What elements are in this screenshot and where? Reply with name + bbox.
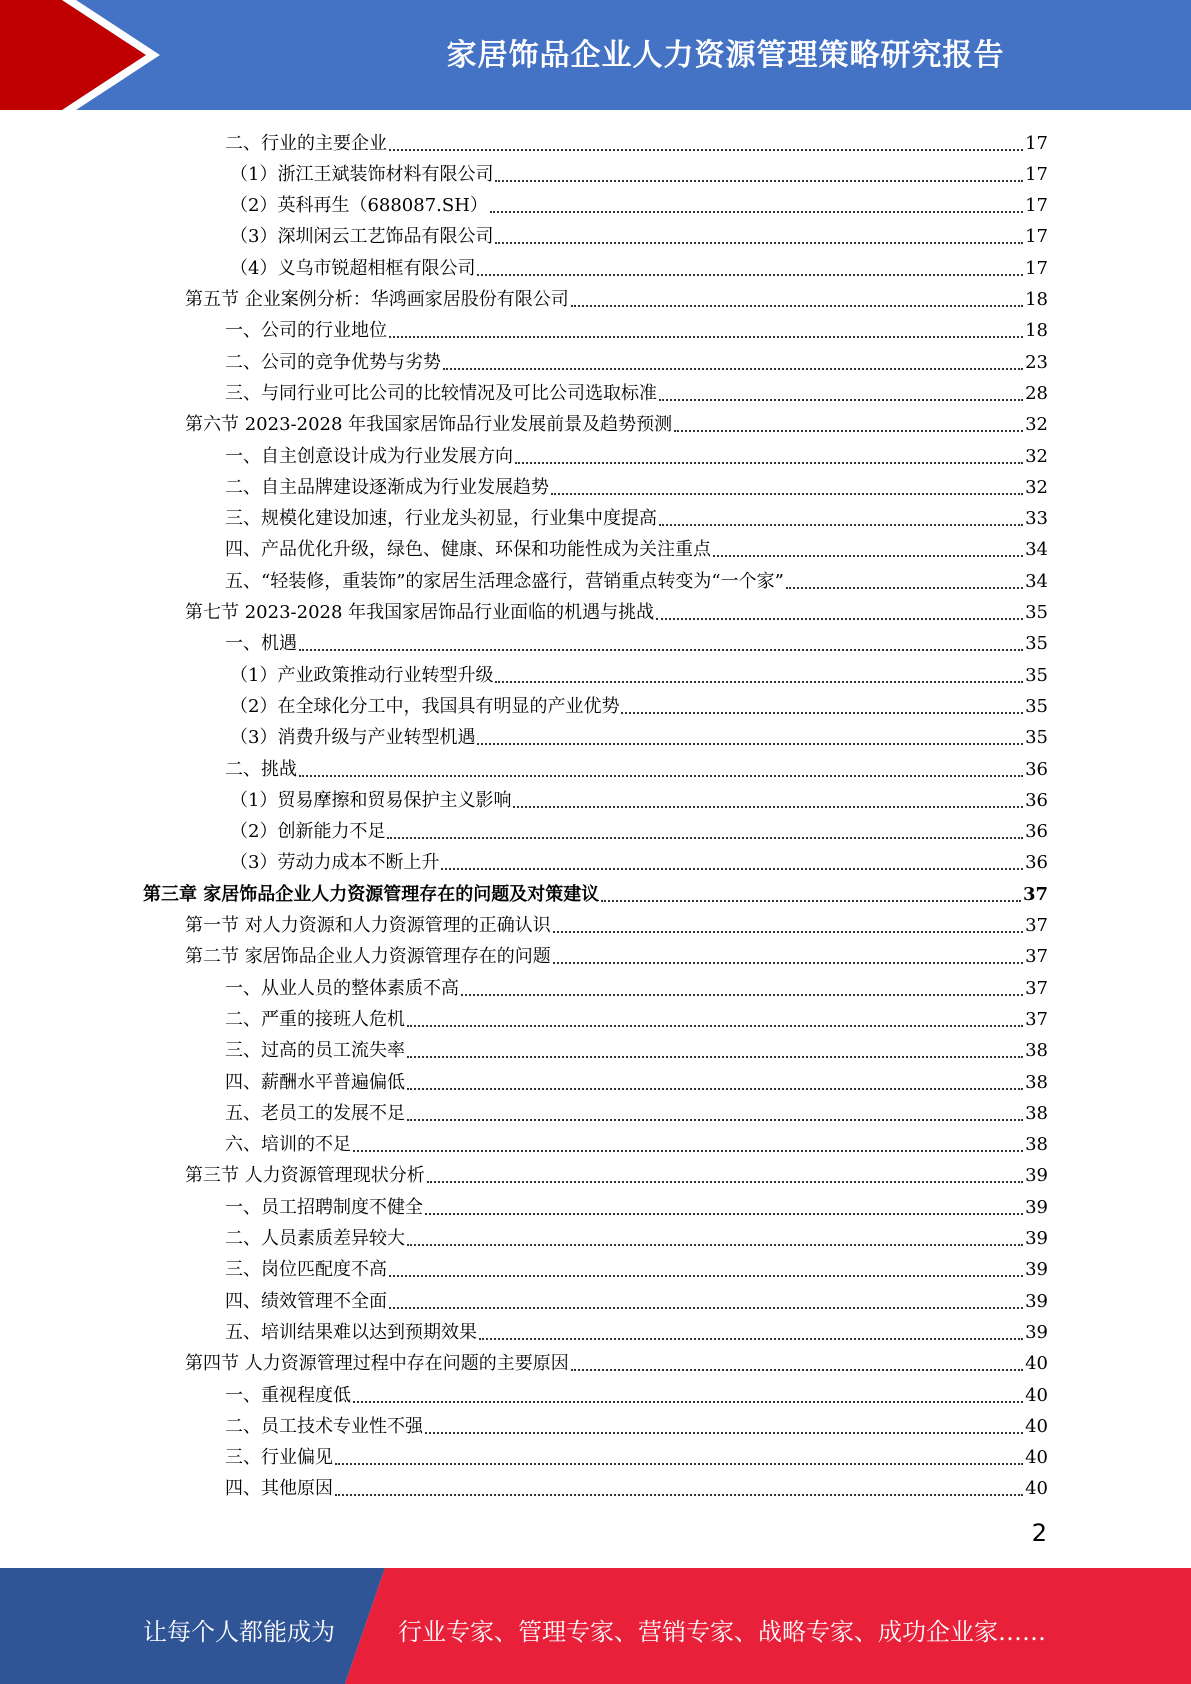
toc-entry-title: 一、机遇 xyxy=(225,633,297,655)
toc-entry-title: （1）产业政策推动行业转型升级 xyxy=(230,664,494,686)
toc-entry-page: 39 xyxy=(1025,1196,1048,1218)
toc-entry[interactable] xyxy=(0,723,1191,754)
toc-dot-leader xyxy=(659,524,1023,526)
toc-entry[interactable] xyxy=(0,691,1191,722)
toc-entry[interactable] xyxy=(0,191,1191,222)
toc-entry-title: 二、人员素质差异较大 xyxy=(225,1228,405,1249)
toc-entry-page: 39 xyxy=(1025,1259,1048,1281)
toc-entry-title: （4）义乌市锐超相框有限公司 xyxy=(230,257,476,279)
toc-entry[interactable] xyxy=(0,253,1191,284)
toc-entry[interactable] xyxy=(0,817,1191,848)
toc-dot-leader xyxy=(299,649,1023,651)
toc-entry[interactable] xyxy=(0,1161,1191,1192)
toc-entry-title: 第四节 人力资源管理过程中存在问题的主要原因 xyxy=(185,1353,569,1375)
toc-dot-leader xyxy=(495,242,1023,244)
toc-entry-title: 第三章 家居饰品企业人力资源管理存在的问题及对策建议 xyxy=(143,883,600,905)
toc-entry-page: 37 xyxy=(1025,946,1048,968)
toc-entry[interactable] xyxy=(0,1036,1191,1067)
toc-entry-page: 37 xyxy=(1025,977,1048,999)
toc-entry-page: 40 xyxy=(1025,1384,1048,1406)
toc-entry-page: 40 xyxy=(1025,1478,1048,1500)
toc-dot-leader xyxy=(389,1275,1023,1277)
toc-entry-title: 三、行业偏见 xyxy=(225,1447,333,1469)
toc-entry-title: 三、过高的员工流失率 xyxy=(225,1040,405,1062)
toc-entry[interactable] xyxy=(0,1224,1191,1255)
toc-dot-leader xyxy=(425,1213,1023,1215)
toc-dot-leader xyxy=(515,462,1023,464)
toc-entry[interactable] xyxy=(0,1192,1191,1223)
toc-dot-leader xyxy=(713,555,1023,557)
toc-entry-title: （3）消费升级与产业转型机遇 xyxy=(230,727,476,749)
toc-entry[interactable] xyxy=(0,1474,1191,1505)
page-number: 2 xyxy=(1031,1519,1047,1547)
toc-entry-title: 三、规模化建设加速，行业龙头初显，行业集中度提高 xyxy=(225,508,657,530)
toc-dot-leader xyxy=(477,274,1023,276)
toc-entry-title: （1）贸易摩擦和贸易保护主义影响 xyxy=(230,789,512,811)
toc-dot-leader xyxy=(335,1463,1023,1465)
toc-entry-title: 二、自主品牌建设逐渐成为行业发展趋势 xyxy=(225,476,549,498)
toc-entry-page: 17 xyxy=(1025,195,1048,217)
toc-dot-leader xyxy=(553,931,1023,933)
toc-entry-title: （3）劳动力成本不断上升 xyxy=(230,852,440,874)
toc-dot-leader xyxy=(299,775,1023,777)
toc-entry[interactable] xyxy=(0,222,1191,253)
toc-entry-page: 38 xyxy=(1025,1134,1048,1156)
toc-dot-leader xyxy=(553,962,1023,964)
toc-dot-leader xyxy=(477,743,1023,745)
toc-dot-leader xyxy=(407,1119,1023,1121)
toc-dot-leader xyxy=(441,868,1023,870)
toc-entry-page: 17 xyxy=(1025,132,1048,154)
toc-entry-page: 39 xyxy=(1025,1228,1048,1249)
toc-entry-page: 32 xyxy=(1025,445,1048,467)
toc-dot-leader xyxy=(601,900,1021,902)
toc-dot-leader xyxy=(551,493,1023,495)
toc-entry[interactable] xyxy=(0,1130,1191,1161)
toc-entry-page: 34 xyxy=(1025,570,1048,592)
toc-entry[interactable] xyxy=(0,316,1191,347)
toc-entry-title: 二、行业的主要企业 xyxy=(225,132,387,154)
toc-entry[interactable] xyxy=(0,128,1191,159)
toc-dot-leader xyxy=(389,1307,1023,1309)
toc-dot-leader xyxy=(656,618,1023,620)
toc-dot-leader xyxy=(353,1150,1023,1152)
report-title: 家居饰品企业人力资源管理策略研究报告 xyxy=(446,38,1005,73)
toc-entry[interactable] xyxy=(0,1004,1191,1035)
toc-entry-page: 38 xyxy=(1025,1102,1048,1124)
page-footer xyxy=(0,1568,1191,1684)
toc-entry-title: 二、严重的接班人危机 xyxy=(225,1008,405,1030)
toc-entry-title: 五、“轻装修，重装饰”的家居生活理念盛行，营销重点转变为“一个家” xyxy=(225,570,784,592)
toc-entry[interactable] xyxy=(0,629,1191,660)
toc-entry-title: 第五节 企业案例分析：华鸿画家居股份有限公司 xyxy=(185,289,569,310)
toc-entry-page: 36 xyxy=(1025,758,1048,780)
toc-entry[interactable] xyxy=(0,754,1191,785)
toc-entry[interactable] xyxy=(0,879,1191,910)
toc-entry-page: 40 xyxy=(1025,1353,1048,1375)
footer-slogan-left: 让每个人都能成为 xyxy=(143,1618,335,1646)
toc-entry-title: 一、自主创意设计成为行业发展方向 xyxy=(225,445,513,467)
toc-entry-page: 17 xyxy=(1025,163,1048,185)
toc-dot-leader xyxy=(495,681,1023,683)
toc-dot-leader xyxy=(353,1401,1023,1403)
toc-entry-title: 四、薪酬水平普遍偏低 xyxy=(225,1071,405,1093)
toc-entry-title: 一、重视程度低 xyxy=(225,1384,351,1406)
toc-entry-page: 35 xyxy=(1025,695,1048,717)
toc-entry-title: （2）英科再生（688087.SH） xyxy=(230,195,488,217)
toc-dot-leader xyxy=(571,305,1023,307)
toc-entry-title: 五、培训结果难以达到预期效果 xyxy=(225,1321,477,1343)
toc-entry-page: 37 xyxy=(1025,1008,1048,1030)
page-header xyxy=(0,0,1191,110)
toc-entry-page: 36 xyxy=(1025,821,1048,843)
toc-dot-leader xyxy=(389,336,1023,338)
toc-entry-title: （3）深圳闲云工艺饰品有限公司 xyxy=(230,226,494,248)
toc-dot-leader xyxy=(407,1025,1023,1027)
toc-entry-page: 40 xyxy=(1025,1447,1048,1469)
toc-entry-page: 40 xyxy=(1025,1415,1048,1437)
toc-entry[interactable] xyxy=(0,347,1191,378)
toc-entry-title: 一、公司的行业地位 xyxy=(225,320,387,342)
toc-entry-title: 二、挑战 xyxy=(225,758,297,780)
toc-entry[interactable] xyxy=(0,598,1191,629)
toc-entry-title: 二、公司的竞争优势与劣势 xyxy=(225,351,441,373)
toc-entry-page: 37 xyxy=(1025,915,1048,936)
toc-entry-page: 32 xyxy=(1025,476,1048,498)
toc-entry[interactable] xyxy=(0,1380,1191,1411)
toc-dot-leader xyxy=(425,1432,1023,1434)
toc-entry-page: 17 xyxy=(1025,226,1048,248)
toc-entry-title: 第七节 2023-2028 年我国家居饰品行业面临的机遇与挑战 xyxy=(185,602,655,623)
toc-entry-title: 第一节 对人力资源和人力资源管理的正确认识 xyxy=(185,915,551,936)
toc-entry-title: 四、绩效管理不全面 xyxy=(225,1290,387,1312)
toc-entry-page: 38 xyxy=(1025,1071,1048,1093)
toc-entry[interactable] xyxy=(0,441,1191,472)
toc-entry-title: 四、其他原因 xyxy=(225,1478,333,1500)
toc-entry-title: 二、员工技术专业性不强 xyxy=(225,1415,423,1437)
toc-dot-leader xyxy=(335,1494,1023,1496)
toc-entry[interactable] xyxy=(0,1067,1191,1098)
toc-entry-page: 35 xyxy=(1025,602,1048,623)
toc-dot-leader xyxy=(389,149,1023,151)
toc-entry-page: 23 xyxy=(1025,351,1048,373)
toc-dot-leader xyxy=(490,211,1023,213)
toc-entry-title: 一、从业人员的整体素质不高 xyxy=(225,977,459,999)
toc-dot-leader xyxy=(674,430,1023,432)
toc-entry[interactable] xyxy=(0,378,1191,409)
toc-entry-title: 第三节 人力资源管理现状分析 xyxy=(185,1165,425,1187)
toc-entry[interactable] xyxy=(0,973,1191,1004)
toc-entry-title: （2）在全球化分工中，我国具有明显的产业优势 xyxy=(230,695,620,717)
toc-entry-title: 五、老员工的发展不足 xyxy=(225,1102,405,1124)
toc-entry-page: 35 xyxy=(1025,664,1048,686)
toc-entry[interactable] xyxy=(0,535,1191,566)
toc-dot-leader xyxy=(407,1088,1023,1090)
toc-entry[interactable] xyxy=(0,566,1191,597)
toc-entry[interactable] xyxy=(0,1317,1191,1348)
toc-entry-page: 18 xyxy=(1025,320,1048,342)
toc-dot-leader xyxy=(407,1056,1023,1058)
toc-entry[interactable] xyxy=(0,848,1191,879)
toc-entry-title: 三、与同行业可比公司的比较情况及可比公司选取标准 xyxy=(225,382,657,404)
toc-entry-page: 35 xyxy=(1025,633,1048,655)
toc-entry-page: 36 xyxy=(1025,789,1048,811)
toc-dot-leader xyxy=(427,1181,1023,1183)
toc-entry-page: 38 xyxy=(1025,1040,1048,1062)
toc-entry[interactable] xyxy=(0,285,1191,316)
toc-entry[interactable] xyxy=(0,911,1191,942)
toc-dot-leader xyxy=(461,994,1023,996)
toc-entry[interactable] xyxy=(0,1255,1191,1286)
toc-entry-page: 33 xyxy=(1025,508,1048,530)
footer-slogan-right: 行业专家、管理专家、营销专家、战略专家、成功企业家…… xyxy=(398,1618,1046,1646)
toc-entry-title: 一、员工招聘制度不健全 xyxy=(225,1196,423,1218)
toc-entry-title: 六、培训的不足 xyxy=(225,1134,351,1156)
toc-entry[interactable] xyxy=(0,159,1191,190)
toc-dot-leader xyxy=(479,1338,1023,1340)
toc-entry[interactable] xyxy=(0,410,1191,441)
toc-entry[interactable] xyxy=(0,504,1191,535)
toc-entry[interactable] xyxy=(0,1411,1191,1442)
toc-entry[interactable] xyxy=(0,472,1191,503)
toc-entry-title: 第六节 2023-2028 年我国家居饰品行业发展前景及趋势预测 xyxy=(185,414,673,436)
toc-entry[interactable] xyxy=(0,660,1191,691)
toc-dot-leader xyxy=(407,1244,1023,1246)
toc-entry-title: 四、产品优化升级，绿色、健康、环保和功能性成为关注重点 xyxy=(225,539,711,561)
toc-entry[interactable] xyxy=(0,1443,1191,1474)
toc-dot-leader xyxy=(495,180,1023,182)
toc-entry-title: 第二节 家居饰品企业人力资源管理存在的问题 xyxy=(185,946,551,968)
toc-entry-page: 18 xyxy=(1025,289,1048,310)
toc-entry[interactable] xyxy=(0,1349,1191,1380)
toc-entry-title: （2）创新能力不足 xyxy=(230,821,386,843)
toc-entry-page: 37 xyxy=(1022,883,1048,905)
toc-dot-leader xyxy=(443,368,1023,370)
toc-entry[interactable] xyxy=(0,1286,1191,1317)
toc-dot-leader xyxy=(786,587,1023,589)
toc-dot-leader xyxy=(513,806,1023,808)
toc-dot-leader xyxy=(571,1369,1023,1371)
toc-dot-leader xyxy=(659,399,1023,401)
toc-entry[interactable] xyxy=(0,942,1191,973)
toc-entry[interactable] xyxy=(0,1098,1191,1129)
toc-entry-page: 36 xyxy=(1025,852,1048,874)
toc-entry[interactable] xyxy=(0,785,1191,816)
toc-entry-page: 28 xyxy=(1025,382,1048,404)
toc-dot-leader xyxy=(387,837,1023,839)
toc-entry-page: 39 xyxy=(1025,1165,1048,1187)
toc-entry-title: 三、岗位匹配度不高 xyxy=(225,1259,387,1281)
toc-entry-title: （1）浙江王斌装饰材料有限公司 xyxy=(230,163,494,185)
toc-entry-page: 39 xyxy=(1025,1290,1048,1312)
toc-entry-page: 39 xyxy=(1025,1321,1048,1343)
toc-entry-page: 34 xyxy=(1025,539,1048,561)
toc-entry-page: 32 xyxy=(1025,414,1048,436)
toc-dot-leader xyxy=(621,712,1023,714)
toc-entry-page: 35 xyxy=(1025,727,1048,749)
toc-entry-page: 17 xyxy=(1025,257,1048,279)
